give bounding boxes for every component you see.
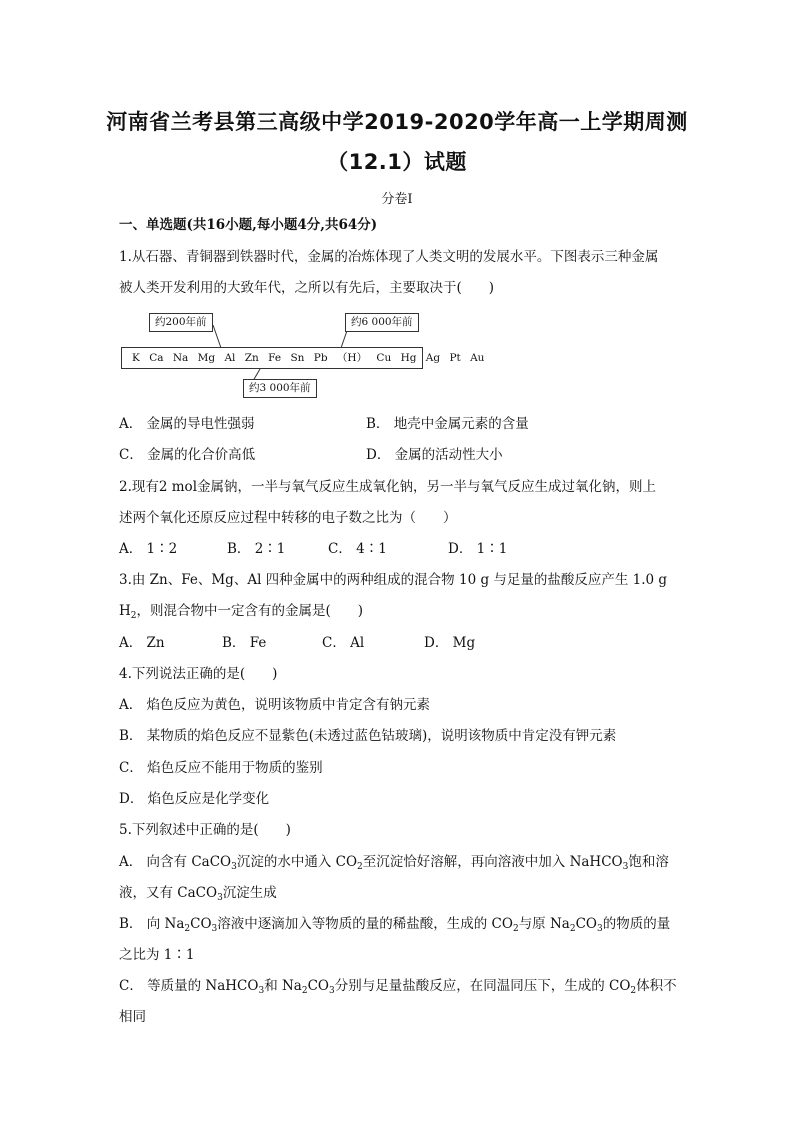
metal-na: Na [172,352,189,364]
metal-zn: Zn [244,352,259,364]
metal-fe: Fe [268,352,282,364]
metal-hg: Hg [400,352,417,364]
q2-stem-line2: 述两个氧化还原反应过程中转移的电子数之比为（ ） [119,510,457,526]
q5-option-b-line1 [119,914,670,934]
exam-title-line2: （12.1）试题 [327,150,467,174]
q5-option-c-line1 [119,976,677,996]
h2-symbol: H [119,603,131,619]
q5c-text: C． 等质量的 NaHCO [119,978,259,994]
q5a-text: A． 向含有 CaCO [119,854,232,870]
metal-activity-figure [121,311,485,403]
q5b-text: B． 向 Na [119,916,185,932]
q5c-text: 体积不 [636,978,677,994]
q5c-text: 和 Na [264,978,302,994]
q5-option-a-line1 [119,852,669,872]
metal-au: Au [470,352,485,364]
q4-option-a: A． 焰色反应为黄色，说明该物质中肯定含有钠元素 [119,697,431,713]
q4-stem: 4.下列说法正确的是( ) [119,666,278,682]
q5b-text: 的物质的量 [602,916,671,932]
metal-al: Al [224,352,236,364]
q1-option-c: C． 金属的化合价高低 [119,447,256,463]
metal-pb: Pb [313,352,328,364]
q1-stem-line2: 被人类开发利用的大致年代，之所以有先后，主要取决于( ) [119,280,495,296]
subscript: 3 [231,862,237,872]
q5b-text: 溶液中逐滴加入等物质的量的稀盐酸，生成的 CO [217,916,513,932]
q5a-text: 至沉淀恰好溶解，再向溶液中加入 NaHCO [362,854,623,870]
q3-option-a: A． Zn [119,635,165,651]
q1-stem-line1: 1.从石器、青铜器到铁器时代，金属的冶炼体现了人类文明的发展水平。下图表示三种金属 [119,249,659,265]
q5-option-c-line2: 相同 [119,1009,146,1025]
q3-stem-line2 [119,601,363,621]
metal-k: K [132,352,140,364]
q3-option-c: C． Al [322,635,365,651]
q5a-text: 沉淀的水中通入 CO [236,854,358,870]
q5-option-b-line2: 之比为 1∶1 [119,947,195,963]
callout-al: 约200年前 [149,313,213,332]
subscript: 2 [301,986,308,996]
q5a-text: 液，又有 CaCO [119,885,218,901]
q3-stem-tail: ，则混合物中一定含有的金属是( ) [136,603,364,619]
subscript: 3 [622,862,629,872]
metal-activity-series [121,347,485,369]
q5b-text: CO [190,916,212,932]
q5a-text: 沉淀生成 [222,885,277,901]
exam-title-line1: 河南省兰考县第三高级中学2019-2020学年高一上学期周测 [106,110,688,134]
subscript: 2 [184,924,191,934]
callout-fe: 约3 000年前 [243,379,317,398]
q3-option-b: B． Fe [222,635,267,651]
q5-stem: 5.下列叙述中正确的是( ) [119,822,291,838]
q3-stem-line1: 3.由 Zn、Fe、Mg、Al 四种金属中的两种组成的混合物 10 g 与足量的盐酸反应产生 1.0 g [119,572,668,588]
q1-option-b: B． 地壳中金属元素的含量 [366,416,529,432]
q2-option-a: A． 1∶2 [119,541,178,557]
h2-subscript: 2 [130,611,137,621]
subscript: 2 [512,924,519,934]
q4-option-d: D． 焰色反应是化学变化 [119,791,270,807]
subscript: 2 [357,862,363,872]
q3-option-d: D． Mg [424,635,476,651]
subscript: 2 [569,924,576,934]
q5a-text: 饱和溶 [628,854,669,870]
q5c-text: 分别与足量盐酸反应，在同温同压下，生成的 CO [334,978,631,994]
metal-h: （H） [336,352,368,364]
q5c-text: CO [307,978,329,994]
metal-mg: Mg [197,352,216,364]
q2-option-c: C． 4∶1 [328,541,387,557]
section-heading: 一、单选题(共16小题,每小题4分,共64分) [119,217,378,233]
paper-section-label: 分卷I [381,192,413,207]
metal-sn: Sn [290,352,305,364]
q2-option-b: B． 2∶1 [227,541,286,557]
q2-option-d: D． 1∶1 [448,541,508,557]
metal-ag: Ag [425,352,441,364]
q1-option-d: D． 金属的活动性大小 [366,447,503,463]
subscript: 3 [217,893,223,903]
subscript: 3 [328,986,335,996]
q2-stem-line1: 2.现有2 mol金属钠，一半与氧气反应生成氧化钠，另一半与氧气反应生成过氧化钠，则上 [119,479,657,495]
q5-option-a-line2 [119,883,277,903]
subscript: 2 [630,986,637,996]
q5b-text: CO [575,916,597,932]
subscript: 3 [258,986,265,996]
q4-option-c: C． 焰色反应不能用于物质的鉴别 [119,760,323,776]
q4-option-b: B． 某物质的焰色反应不显紫色(未透过蓝色钴玻璃)，说明该物质中肯定没有钾元素 [119,728,617,744]
callout-cu: 约6 000年前 [345,313,419,332]
metal-pt: Pt [449,352,461,364]
metal-ca: Ca [149,352,164,364]
subscript: 3 [211,924,218,934]
subscript: 3 [596,924,603,934]
q5b-text: 与原 Na [518,916,570,932]
metal-cu: Cu [376,352,392,364]
q1-option-a: A． 金属的导电性强弱 [119,416,255,432]
